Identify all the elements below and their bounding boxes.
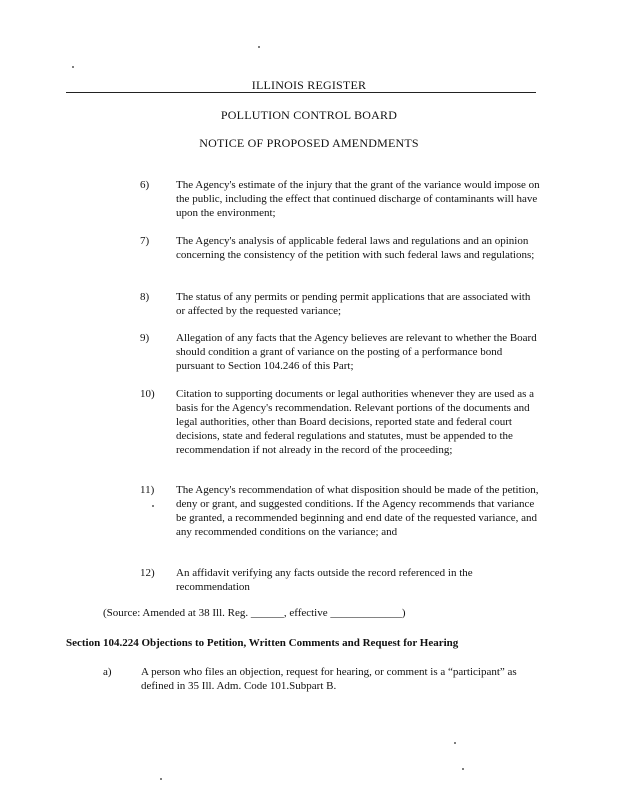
source-note: (Source: Amended at 38 Ill. Reg. ______, effective _____________) bbox=[103, 607, 406, 619]
board-title: POLLUTION CONTROL BOARD bbox=[220, 108, 398, 122]
register-title: ILLINOIS REGISTER bbox=[251, 78, 367, 92]
scan-speck bbox=[152, 505, 154, 507]
item-text: The Agency's recommendation of what disposition should be made of the petition, deny or grant, and suggested conditions. If the Agency recommends that variance be granted, a recommended beginning and end date of the requested variance, and any recommended conditions on the variance; and bbox=[176, 484, 539, 538]
scan-speck bbox=[258, 46, 260, 48]
subsection-text: A person who files an objection, request for hearing, or comment is a “participant” as defined in 35 Ill. Adm. Code 101.Subpart B. bbox=[141, 666, 517, 692]
item-text: Allegation of any facts that the Agency believes are relevant to whether the Board should condition a grant of variance on the posting of a performance bond pursuant to Section 104.246 of this Part; bbox=[176, 332, 537, 372]
subsection-number: a) bbox=[103, 666, 112, 678]
item-text: An affidavit verifying any facts outside the record referenced in the recommendation bbox=[176, 567, 473, 593]
notice-title: NOTICE OF PROPOSED AMENDMENTS bbox=[199, 136, 419, 150]
item-number: 11) bbox=[140, 484, 155, 496]
item-number: 12) bbox=[140, 567, 155, 579]
scan-speck bbox=[462, 768, 464, 770]
item-number: 10) bbox=[140, 388, 155, 400]
scan-speck bbox=[72, 66, 74, 68]
item-text: The Agency's analysis of applicable federal laws and regulations and an opinion concerning the consistency of the petition with such federal laws and regulations; bbox=[176, 235, 535, 261]
scan-speck bbox=[454, 742, 456, 744]
section-heading: Section 104.224 Objections to Petition, Written Comments and Request for Hearing bbox=[66, 637, 459, 649]
item-number: 9) bbox=[140, 332, 150, 344]
item-number: 8) bbox=[140, 291, 150, 303]
item-text: The Agency's estimate of the injury that the grant of the variance would impose on the public, including the effect that continued discharge of contaminants will have upon the environment; bbox=[176, 179, 540, 219]
item-text: The status of any permits or pending permit applications that are associated with or affected by the requested variance; bbox=[176, 291, 531, 317]
scan-speck bbox=[160, 778, 162, 780]
item-number: 7) bbox=[140, 235, 150, 247]
header-rule bbox=[66, 92, 536, 93]
item-text: Citation to supporting documents or legal authorities whenever they are used as a basis for the Agency's recommendation. Relevant portions of the documents and legal authorities, other than Board decisions, reported state and federal court decisions, state and federal regulations and statutes, must be appended to the recommendation if not already in the record of the proceeding; bbox=[176, 388, 535, 456]
item-number: 6) bbox=[140, 179, 150, 191]
